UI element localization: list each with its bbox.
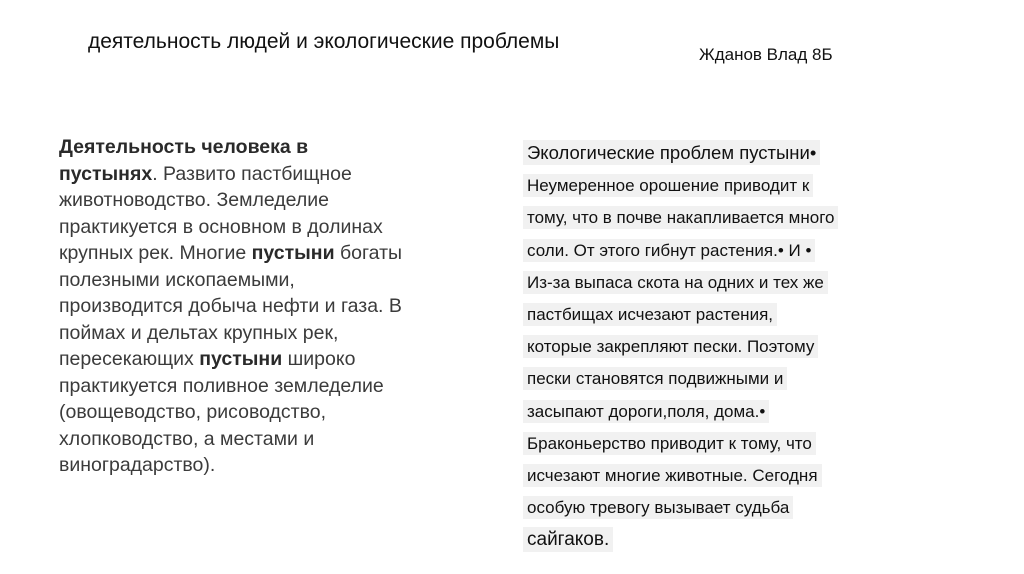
right-line-text: Браконьерство приводит к тому, что [523,432,816,455]
right-line [523,396,903,428]
right-line [523,267,903,299]
right-line-text: Экологические проблем пустыни• [523,140,820,165]
right-line-text: исчезают многие животные. Сегодня [523,464,822,487]
right-line-text: сайгаков. [523,527,613,552]
right-line [523,299,903,331]
right-line-text: тому, что в почве накапливается много [523,206,838,229]
right-line [523,235,903,267]
right-line-text: которые закрепляют пески. Поэтому [523,335,818,358]
right-line-text: Неумеренное орошение приводит к [523,174,813,197]
right-line [523,363,903,395]
right-line [523,331,903,363]
right-text-block [523,137,903,557]
left-text-block [59,134,404,479]
right-line-text: засыпают дороги,поля, дома.• [523,400,769,423]
left-text-part: богаты полезными ископаемыми, производится добыча нефти и газа. В поймах и дельтах крупных рек, пересекающих [59,242,403,370]
right-line-text: особую тревогу вызывает судьба [523,496,793,519]
left-bold-word: пустыни [251,242,335,264]
right-line [523,170,903,202]
right-line [523,137,903,170]
left-bold-heading: Деятельность человека в пустынях [59,136,309,185]
right-line [523,492,903,524]
right-line [523,428,903,460]
left-bold-word: пустыни [199,348,283,370]
slide-title: деятельность людей и экологические проблемы [88,30,560,53]
right-line-text: пастбищах исчезают растения, [523,303,777,326]
right-line [523,460,903,492]
right-line [523,202,903,234]
right-line [523,524,903,556]
author-label: Жданов Влад 8Б [699,45,833,64]
right-line-text: соли. От этого гибнут растения.• И • [523,239,815,262]
left-text-part: . Развито пастбищное животноводство. Земледелие практикуется в основном в долинах крупных рек. Многие [59,162,383,264]
left-text-part: широко практикуется поливное земледелие (овощеводство, рисоводство, хлопководство, а местами и виноградарство). [59,348,384,476]
right-line-text: Из-за выпаса скота на одних и тех же [523,271,828,294]
right-line-text: пески становятся подвижными и [523,367,787,390]
